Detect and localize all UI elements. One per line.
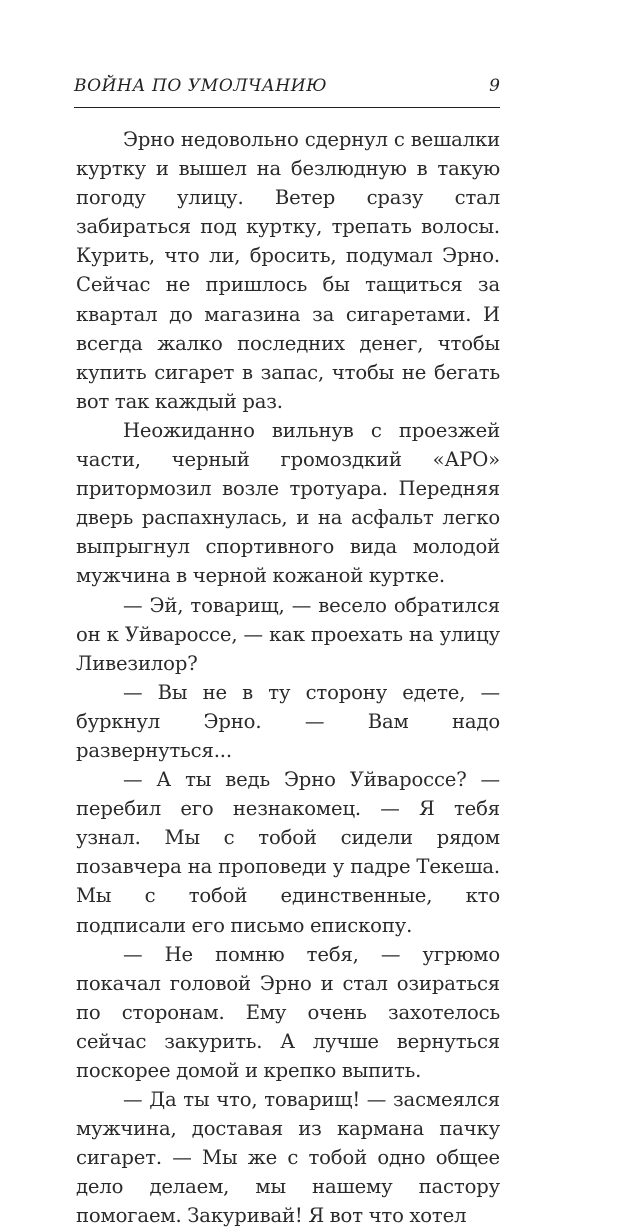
running-title: ВОЙНА ПО УМОЛЧАНИЮ xyxy=(74,76,328,96)
paragraph: — А ты ведь Эрно Уйвароссе? — перебил его незнакомец. — Я тебя узнал. Мы с тобой сидели рядом позавчера на проповеди у падре Текеша. Мы с тобой единственные, кто подписали его письмо епископу. xyxy=(76,768,500,937)
paragraph: — Не помню тебя, — угрюмо покачал головой Эрно и стал озираться по сторонам. Ему очень захотелось сейчас закурить. А лучше вернуться поскорее домой и крепко выпить. xyxy=(76,942,500,1082)
header-rule xyxy=(74,107,500,108)
paragraph: — Да ты что, товарищ! — засмеялся мужчина, доставая из кармана пачку сигарет. — Мы же с тобой одно общее дело делаем, мы нашему пастору помогаем. Закуривай! Я вот что хотел xyxy=(76,1088,500,1228)
paragraph: — Эй, товарищ, — весело обратился он к Уйвароссе, — как проехать на улицу Ливезилор? xyxy=(76,593,500,675)
paragraph: Неожиданно вильнув с проезжей части, черный громоздкий «АРО» притормозил возле тротуара. Передняя дверь распахнулась, и на асфальт легко выпрыгнул спортивного вида молодой мужчина в черной кожаной куртке. xyxy=(76,418,500,588)
page-header xyxy=(74,76,500,102)
paragraph: Эрно недовольно сдернул с вешалки куртку и вышел на безлюдную в такую погоду улицу. Ветер сразу стал забираться под куртку, трепать волосы. Курить, что ли, бросить, подумал Эрно. Сейчас не пришлось бы тащиться за квартал до магазина за сигаретами. И всегда жалко последних денег, чтобы купить сигарет в запас, чтобы не бегать вот так каждый раз. xyxy=(76,128,500,413)
paragraph: — Вы не в ту сторону едете, — буркнул Эрно. — Вам надо развернуться... xyxy=(76,680,500,762)
page-number: 9 xyxy=(489,76,500,96)
body-text xyxy=(76,125,500,1231)
